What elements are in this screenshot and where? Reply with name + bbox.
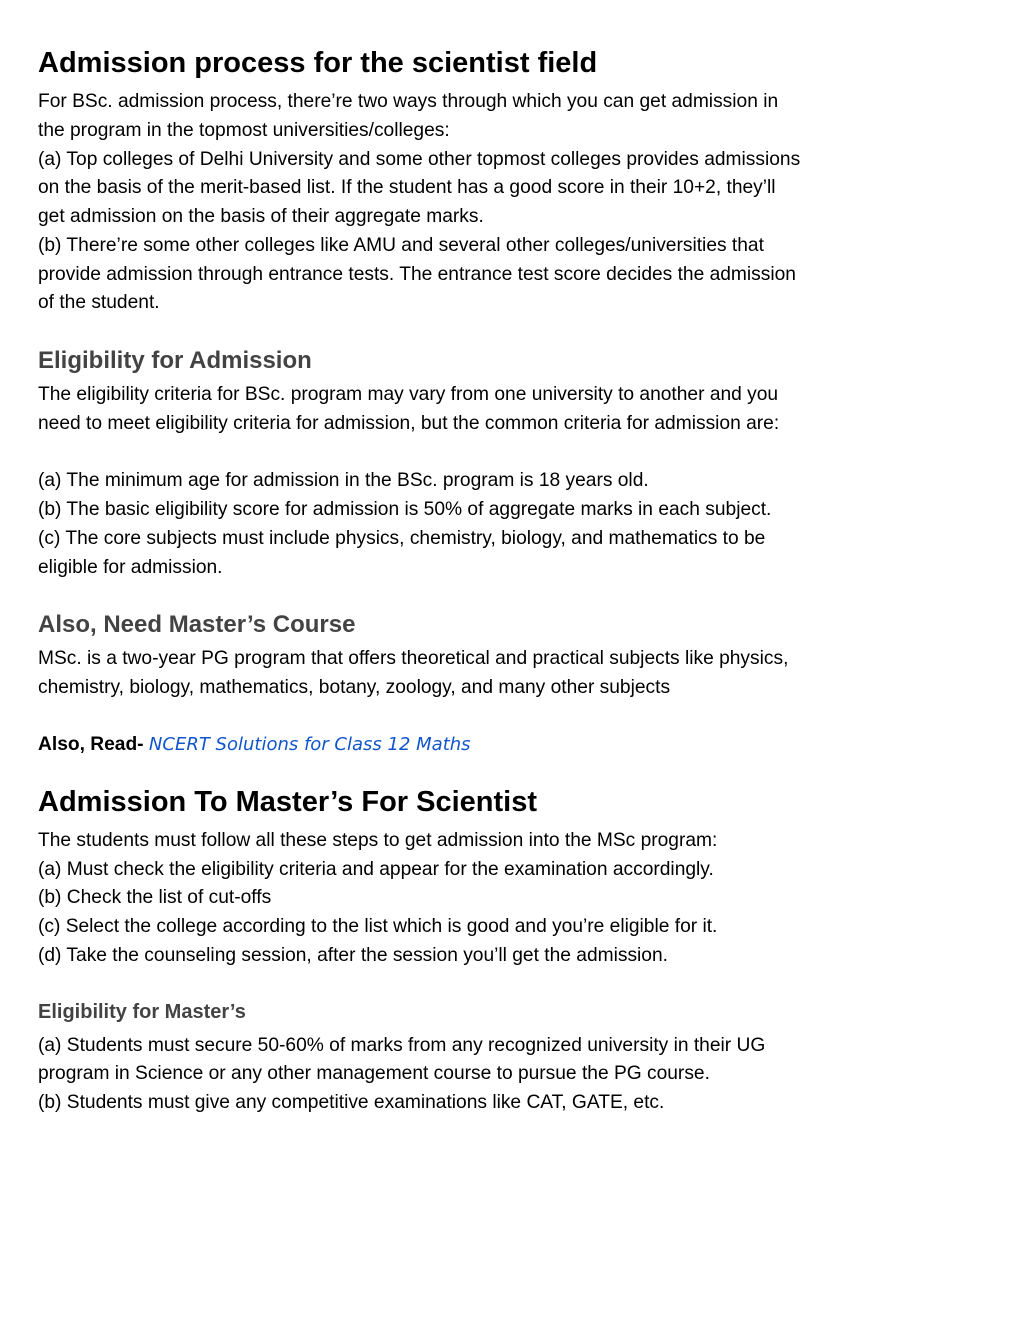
section-heading-admission-masters: Admission To Master’s For Scientist (38, 785, 538, 818)
body-line: MSc. is a two-year PG program that offers theoretical and practical subjects like physics, (38, 648, 789, 670)
body-line: (c) Select the college according to the list which is good and you’re eligible for it. (38, 916, 718, 937)
body-line: get admission on the basis of their aggregate marks. (38, 206, 484, 227)
section-body-eligibility-masters (38, 1032, 918, 1118)
section-body-eligibility-admission (38, 381, 918, 582)
body-line: chemistry, biology, mathematics, botany, zoology, and many other subjects (38, 677, 671, 698)
body-line: (b) There’re some other colleges like AMU and several other colleges/universities that (38, 234, 764, 256)
body-line: (c) The core subjects must include physics, chemistry, biology, and mathematics to be (38, 527, 766, 549)
blank-line (38, 439, 918, 468)
section-body-admission-masters (38, 827, 918, 971)
also-read-label: Also, Read- (38, 733, 144, 755)
ncert-solutions-link[interactable]: NCERT Solutions for Class 12 Maths (148, 733, 471, 755)
body-line: The eligibility criteria for BSc. program may vary from one university to another and you (38, 384, 779, 405)
body-line: eligible for admission. (38, 556, 223, 578)
body-line: (b) The basic eligibility score for admission is 50% of aggregate marks in each subject. (38, 499, 772, 520)
body-line: For BSc. admission process, there’re two ways through which you can get admission in (38, 91, 779, 112)
body-line: provide admission through entrance tests. The entrance test score decides the admission (38, 263, 796, 285)
body-line: (a) Students must secure 50-60% of marks from any recognized university in their UG (38, 1034, 766, 1056)
body-line: The students must follow all these steps to get admission into the MSc program: (38, 829, 718, 851)
section-heading-eligibility-admission: Eligibility for Admission (38, 347, 312, 374)
spacer (38, 971, 918, 999)
body-line: need to meet eligibility criteria for admission, but the common criteria for admission are: (38, 412, 780, 434)
section-heading-eligibility-masters: Eligibility for Master’s (38, 1000, 246, 1023)
body-line: of the student. (38, 292, 160, 314)
spacer (38, 759, 918, 779)
body-line: the program in the topmost universities/colleges: (38, 119, 450, 141)
section-heading-admission-process: Admission process for the scientist field (38, 47, 598, 79)
section-heading-masters-course: Also, Need Master’s Course (38, 611, 356, 639)
body-line: (a) Must check the eligibility criteria and appear for the examination accordingly. (38, 858, 714, 880)
body-line: (a) Top colleges of Delhi University and some other topmost colleges provides admissions (38, 148, 801, 170)
body-line: on the basis of the merit-based list. If the student has a good score in their 10+2, they’ll (38, 177, 776, 199)
spacer (38, 703, 918, 731)
spacer (38, 318, 918, 346)
document-page (38, 40, 918, 1118)
spacer (38, 582, 918, 610)
also-read-line (38, 731, 918, 759)
body-line: (d) Take the counseling session, after the session you’ll get the admission. (38, 944, 668, 966)
body-line: (a) The minimum age for admission in the BSc. program is 18 years old. (38, 470, 649, 492)
body-line: (b) Students must give any competitive examinations like CAT, GATE, etc. (38, 1092, 665, 1113)
section-body-admission-process (38, 88, 918, 318)
body-line: program in Science or any other management course to pursue the PG course. (38, 1063, 710, 1085)
body-line: (b) Check the list of cut-offs (38, 887, 272, 909)
section-body-masters-course (38, 645, 918, 703)
